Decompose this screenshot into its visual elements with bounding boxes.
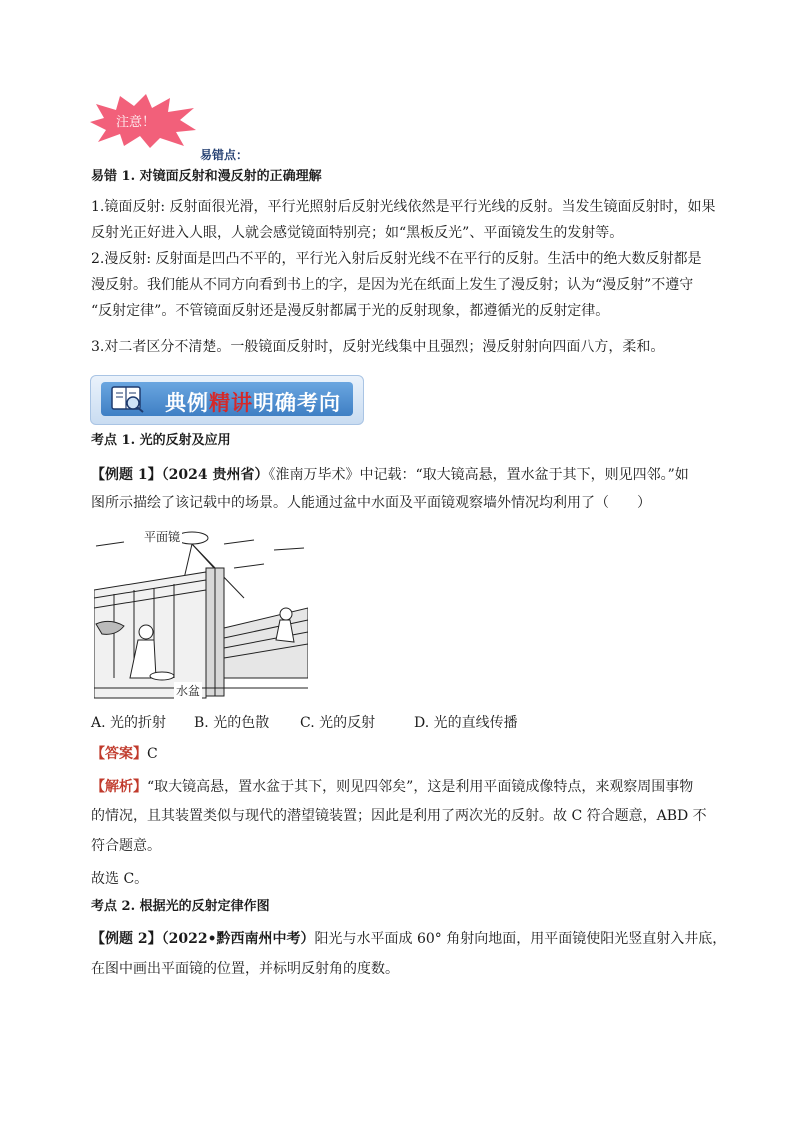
example1-figure bbox=[94, 528, 308, 700]
mistake-p2-line3: “反射定律”。不管镜面反射还是漫反射都属于光的反射现象，都遵循光的反射定律。 bbox=[91, 303, 610, 319]
book-magnifier-icon bbox=[109, 384, 149, 414]
notice-badge bbox=[86, 92, 198, 148]
option-b: B. 光的色散 bbox=[194, 715, 270, 731]
notice-badge-text: 注意！ bbox=[116, 115, 156, 130]
topic2-heading: 考点 2. 根据光的反射定律作图 bbox=[91, 899, 270, 914]
example2-line1: 【例题 2】（2022•黔西南州中考）阳光与水平面成 60° 角射向地面，用平面镜使阳光竖直射入井底， bbox=[91, 931, 727, 947]
analysis-line3: 符合题意。 bbox=[91, 838, 161, 854]
figure-label-basin: 水盆 bbox=[176, 684, 201, 698]
topic1-heading: 考点 1. 光的反射及应用 bbox=[91, 433, 231, 448]
example2-line2: 在图中画出平面镜的位置，并标明反射角的度数。 bbox=[91, 961, 399, 977]
option-a: A. 光的折射 bbox=[91, 715, 167, 731]
option-c: C. 光的反射 bbox=[300, 715, 376, 731]
option-d: D. 光的直线传播 bbox=[414, 715, 518, 731]
conclusion: 故选 C。 bbox=[91, 871, 149, 887]
mistake-heading: 易错 1. 对镜面反射和漫反射的正确理解 bbox=[91, 169, 322, 184]
banner-bar bbox=[101, 382, 353, 416]
banner-title: 典例精讲明确考向 bbox=[165, 391, 341, 415]
section-banner bbox=[90, 375, 364, 425]
analysis-line1: 【解析】“取大镜高悬，置水盆于其下，则见四邻矣”，这是利用平面镜成像特点，来观察周围事物 bbox=[91, 779, 694, 795]
mirror-basin-illustration-icon bbox=[94, 528, 308, 700]
figure-label-mirror: 平面镜 bbox=[144, 530, 181, 544]
mistake-p3: 3.对二者区分不清楚。一般镜面反射时，反射光线集中且强烈；漫反射射向四面八方，柔和。 bbox=[91, 339, 665, 355]
mistake-p1-line2: 反射光正好进入人眼，人就会感觉镜面特别亮；如“黑板反光”、平面镜发生的发射等。 bbox=[91, 225, 624, 241]
mistake-p2-line1: 2.漫反射: 反射面是凹凸不平的，平行光入射后反射光线不在平行的反射。生活中的绝大数反射都是 bbox=[91, 251, 702, 267]
analysis-line2: 的情况，且其装置类似与现代的潜望镜装置；因此是利用了两次光的反射。故 C 符合题意，ABD 不 bbox=[91, 808, 707, 824]
mistake-p1-line1: 1.镜面反射: 反射面很光滑，平行光照射后反射光线依然是平行光线的反射。当发生镜面反射时，如果 bbox=[91, 199, 716, 215]
mistake-p2-line2: 漫反射。我们能从不同方向看到书上的字，是因为光在纸面上发生了漫反射；认为“漫反射”不遵守 bbox=[91, 277, 694, 293]
answer-line: 【答案】C bbox=[91, 746, 158, 762]
tip-label: 易错点： bbox=[200, 148, 249, 162]
example1-line2: 图所示描绘了该记载中的场景。人能通过盆中水面及平面镜观察墙外情况均利用了（ ） bbox=[91, 495, 651, 511]
example1-line1: 【例题 1】（2024 贵州省）《淮南万毕术》中记载：“取大镜高悬，置水盆于其下，则见四邻。”如 bbox=[91, 467, 689, 483]
